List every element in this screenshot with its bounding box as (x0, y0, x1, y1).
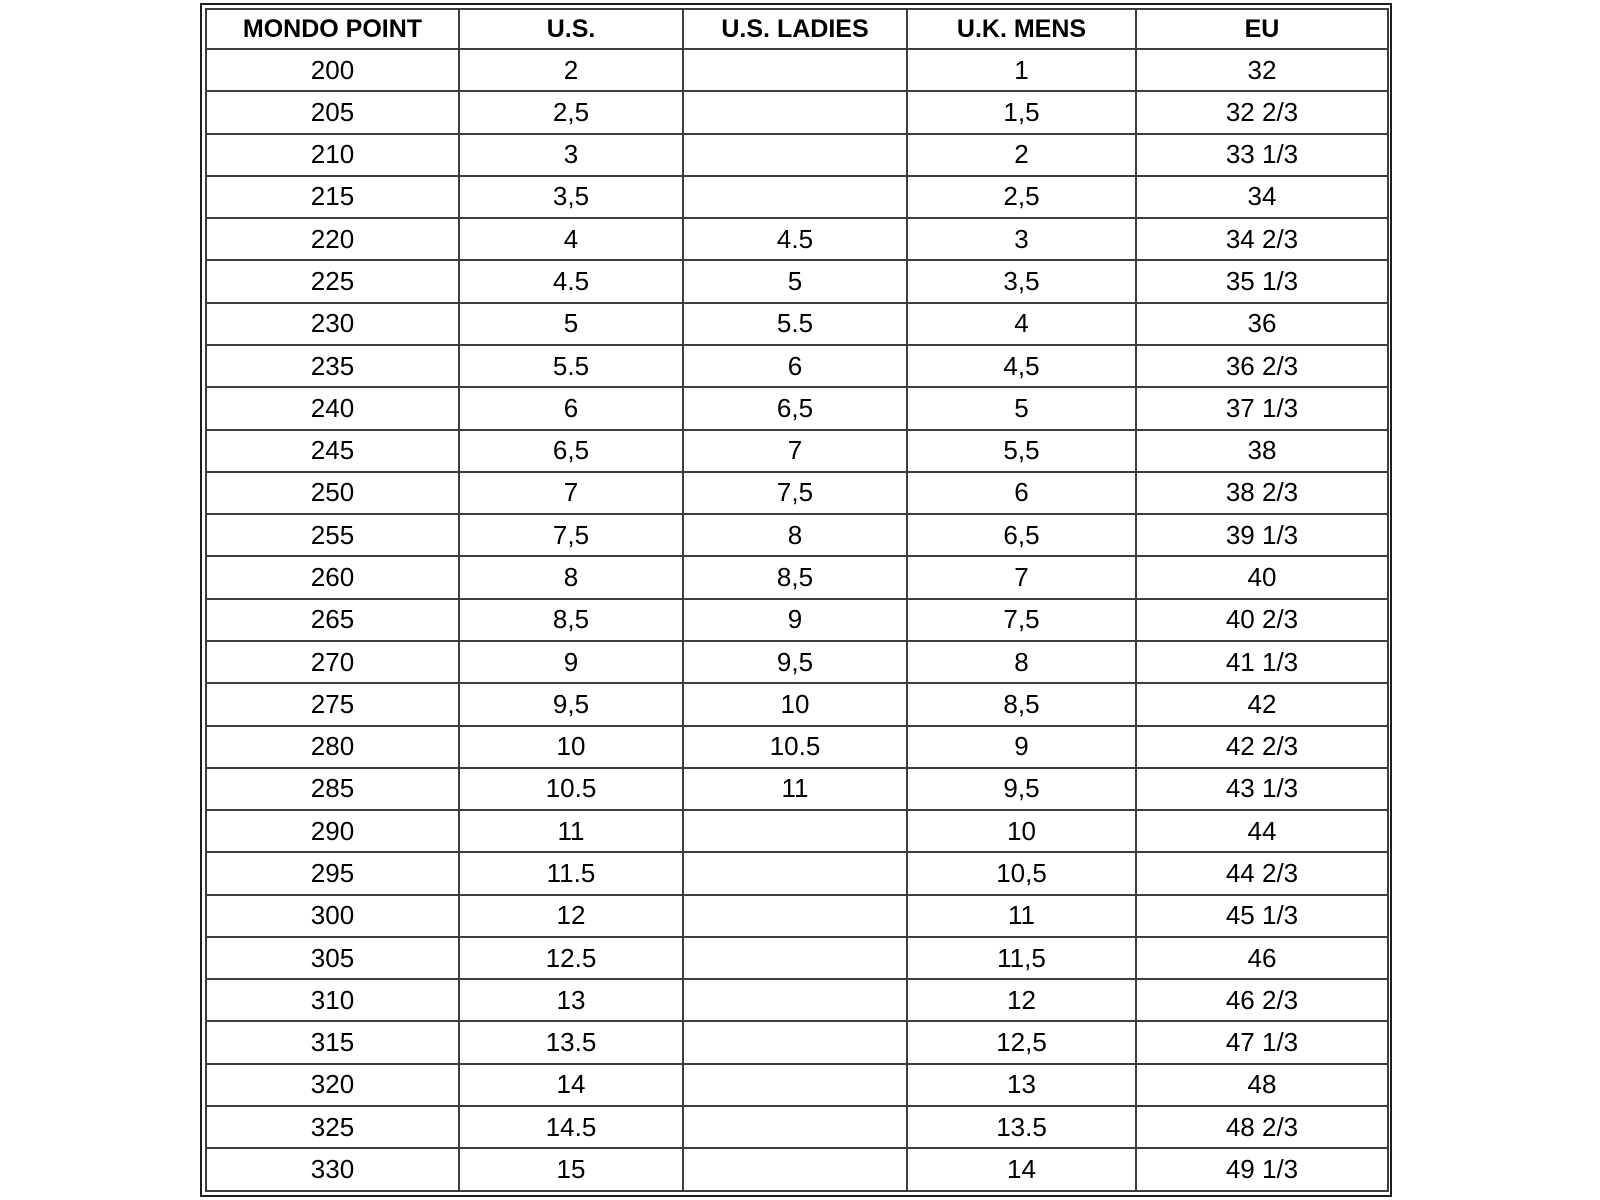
table-cell: 10 (907, 810, 1136, 852)
table-cell: 9,5 (683, 641, 907, 683)
table-cell: 5,5 (907, 430, 1136, 472)
table-cell: 10,5 (907, 852, 1136, 894)
table-cell: 6,5 (683, 387, 907, 429)
table-cell: 47 1/3 (1136, 1021, 1388, 1063)
table-cell: 285 (206, 768, 459, 810)
table-cell: 7 (459, 472, 683, 514)
table-cell: 32 2/3 (1136, 91, 1388, 133)
table-cell: 8,5 (459, 599, 683, 641)
table-cell: 9,5 (907, 768, 1136, 810)
table-row (206, 810, 1388, 852)
table-cell: 1,5 (907, 91, 1136, 133)
table-cell: 2 (459, 49, 683, 91)
table-cell: 44 (1136, 810, 1388, 852)
table-cell: 5 (683, 260, 907, 302)
table-cell: 45 1/3 (1136, 895, 1388, 937)
table-cell: 290 (206, 810, 459, 852)
table-cell: 12.5 (459, 937, 683, 979)
column-header-u-s-ladies: U.S. LADIES (683, 9, 907, 49)
table-cell (683, 1148, 907, 1191)
table-cell: 48 2/3 (1136, 1106, 1388, 1148)
table-row (206, 768, 1388, 810)
table-cell: 6,5 (907, 514, 1136, 556)
table-cell: 245 (206, 430, 459, 472)
table-cell: 34 (1136, 176, 1388, 218)
table-cell: 275 (206, 683, 459, 725)
table-cell: 44 2/3 (1136, 852, 1388, 894)
table-cell: 33 1/3 (1136, 134, 1388, 176)
table-cell: 36 2/3 (1136, 345, 1388, 387)
table-cell: 260 (206, 556, 459, 598)
size-table-frame (200, 3, 1392, 1197)
table-cell: 10 (683, 683, 907, 725)
table-cell: 13.5 (459, 1021, 683, 1063)
table-cell: 48 (1136, 1064, 1388, 1106)
table-cell (683, 1021, 907, 1063)
table-row (206, 1106, 1388, 1148)
table-cell: 305 (206, 937, 459, 979)
table-row (206, 134, 1388, 176)
table-row (206, 176, 1388, 218)
table-row (206, 599, 1388, 641)
table-cell: 11 (683, 768, 907, 810)
column-header-u-k-mens: U.K. MENS (907, 9, 1136, 49)
table-row (206, 937, 1388, 979)
table-cell: 9 (459, 641, 683, 683)
table-row (206, 260, 1388, 302)
table-row (206, 683, 1388, 725)
table-cell: 280 (206, 726, 459, 768)
table-cell: 320 (206, 1064, 459, 1106)
table-cell: 265 (206, 599, 459, 641)
table-cell: 270 (206, 641, 459, 683)
table-cell (683, 134, 907, 176)
table-cell: 300 (206, 895, 459, 937)
table-cell (683, 1106, 907, 1148)
table-cell: 14 (459, 1064, 683, 1106)
table-row (206, 430, 1388, 472)
table-cell: 46 (1136, 937, 1388, 979)
table-cell: 10 (459, 726, 683, 768)
table-cell: 10.5 (459, 768, 683, 810)
table-row (206, 49, 1388, 91)
table-cell: 12 (907, 979, 1136, 1021)
table-cell: 11 (459, 810, 683, 852)
table-cell: 6 (907, 472, 1136, 514)
table-cell: 39 1/3 (1136, 514, 1388, 556)
table-row (206, 726, 1388, 768)
table-cell: 295 (206, 852, 459, 894)
table-cell: 6 (683, 345, 907, 387)
table-cell (683, 91, 907, 133)
table-cell: 250 (206, 472, 459, 514)
table-row (206, 1021, 1388, 1063)
table-row (206, 387, 1388, 429)
table-cell: 8 (683, 514, 907, 556)
table-cell: 315 (206, 1021, 459, 1063)
table-cell: 13 (459, 979, 683, 1021)
table-cell: 4,5 (907, 345, 1136, 387)
table-cell: 6,5 (459, 430, 683, 472)
table-cell (683, 1064, 907, 1106)
table-cell (683, 895, 907, 937)
table-cell: 2 (907, 134, 1136, 176)
table-cell: 3,5 (459, 176, 683, 218)
table-cell: 40 (1136, 556, 1388, 598)
table-cell: 13 (907, 1064, 1136, 1106)
table-cell (683, 937, 907, 979)
table-row (206, 556, 1388, 598)
table-row (206, 218, 1388, 260)
table-cell: 14 (907, 1148, 1136, 1191)
table-cell: 11,5 (907, 937, 1136, 979)
table-cell: 200 (206, 49, 459, 91)
table-cell: 34 2/3 (1136, 218, 1388, 260)
table-cell: 10.5 (683, 726, 907, 768)
table-cell: 9,5 (459, 683, 683, 725)
table-cell: 3 (907, 218, 1136, 260)
table-cell (683, 176, 907, 218)
table-cell: 215 (206, 176, 459, 218)
table-cell: 42 (1136, 683, 1388, 725)
table-cell: 11 (907, 895, 1136, 937)
table-cell: 46 2/3 (1136, 979, 1388, 1021)
table-cell: 7,5 (683, 472, 907, 514)
table-cell: 14.5 (459, 1106, 683, 1148)
table-cell: 240 (206, 387, 459, 429)
table-cell: 310 (206, 979, 459, 1021)
size-conversion-table (205, 8, 1389, 1192)
table-cell: 15 (459, 1148, 683, 1191)
table-cell: 49 1/3 (1136, 1148, 1388, 1191)
table-cell (683, 979, 907, 1021)
table-cell: 11.5 (459, 852, 683, 894)
table-cell: 5 (459, 303, 683, 345)
table-cell (683, 852, 907, 894)
table-cell: 36 (1136, 303, 1388, 345)
table-cell: 2,5 (459, 91, 683, 133)
table-cell: 5.5 (683, 303, 907, 345)
table-cell: 5.5 (459, 345, 683, 387)
table-cell: 3,5 (907, 260, 1136, 302)
table-cell: 7,5 (907, 599, 1136, 641)
table-row (206, 979, 1388, 1021)
table-cell: 235 (206, 345, 459, 387)
table-cell: 255 (206, 514, 459, 556)
table-row (206, 641, 1388, 683)
table-row (206, 895, 1388, 937)
table-cell: 220 (206, 218, 459, 260)
table-body (206, 49, 1388, 1191)
table-cell: 7 (683, 430, 907, 472)
table-cell (683, 810, 907, 852)
table-row (206, 514, 1388, 556)
table-cell: 13.5 (907, 1106, 1136, 1148)
table-cell: 4 (459, 218, 683, 260)
table-cell: 8 (459, 556, 683, 598)
table-cell: 8,5 (683, 556, 907, 598)
table-row (206, 1148, 1388, 1191)
table-cell: 330 (206, 1148, 459, 1191)
table-cell: 205 (206, 91, 459, 133)
table-cell: 5 (907, 387, 1136, 429)
table-row (206, 91, 1388, 133)
table-cell: 12,5 (907, 1021, 1136, 1063)
table-cell: 40 2/3 (1136, 599, 1388, 641)
table-cell: 1 (907, 49, 1136, 91)
table-cell: 8,5 (907, 683, 1136, 725)
table-cell: 7,5 (459, 514, 683, 556)
table-row (206, 472, 1388, 514)
table-cell (683, 49, 907, 91)
table-row (206, 345, 1388, 387)
column-header-eu: EU (1136, 9, 1388, 49)
table-row (206, 1064, 1388, 1106)
table-cell: 12 (459, 895, 683, 937)
table-cell: 8 (907, 641, 1136, 683)
table-cell: 41 1/3 (1136, 641, 1388, 683)
table-cell: 230 (206, 303, 459, 345)
table-row (206, 852, 1388, 894)
table-cell: 210 (206, 134, 459, 176)
table-cell: 4.5 (683, 218, 907, 260)
table-cell: 42 2/3 (1136, 726, 1388, 768)
table-cell: 38 (1136, 430, 1388, 472)
column-header-mondo-point: MONDO POINT (206, 9, 459, 49)
table-cell: 37 1/3 (1136, 387, 1388, 429)
table-cell: 6 (459, 387, 683, 429)
table-cell: 7 (907, 556, 1136, 598)
table-cell: 2,5 (907, 176, 1136, 218)
column-header-u-s: U.S. (459, 9, 683, 49)
table-cell: 225 (206, 260, 459, 302)
table-cell: 35 1/3 (1136, 260, 1388, 302)
table-cell: 4 (907, 303, 1136, 345)
table-cell: 3 (459, 134, 683, 176)
table-cell: 43 1/3 (1136, 768, 1388, 810)
table-cell: 4.5 (459, 260, 683, 302)
table-cell: 38 2/3 (1136, 472, 1388, 514)
table-cell: 325 (206, 1106, 459, 1148)
table-cell: 9 (683, 599, 907, 641)
header-row (206, 9, 1388, 49)
table-cell: 32 (1136, 49, 1388, 91)
table-row (206, 303, 1388, 345)
table-cell: 9 (907, 726, 1136, 768)
